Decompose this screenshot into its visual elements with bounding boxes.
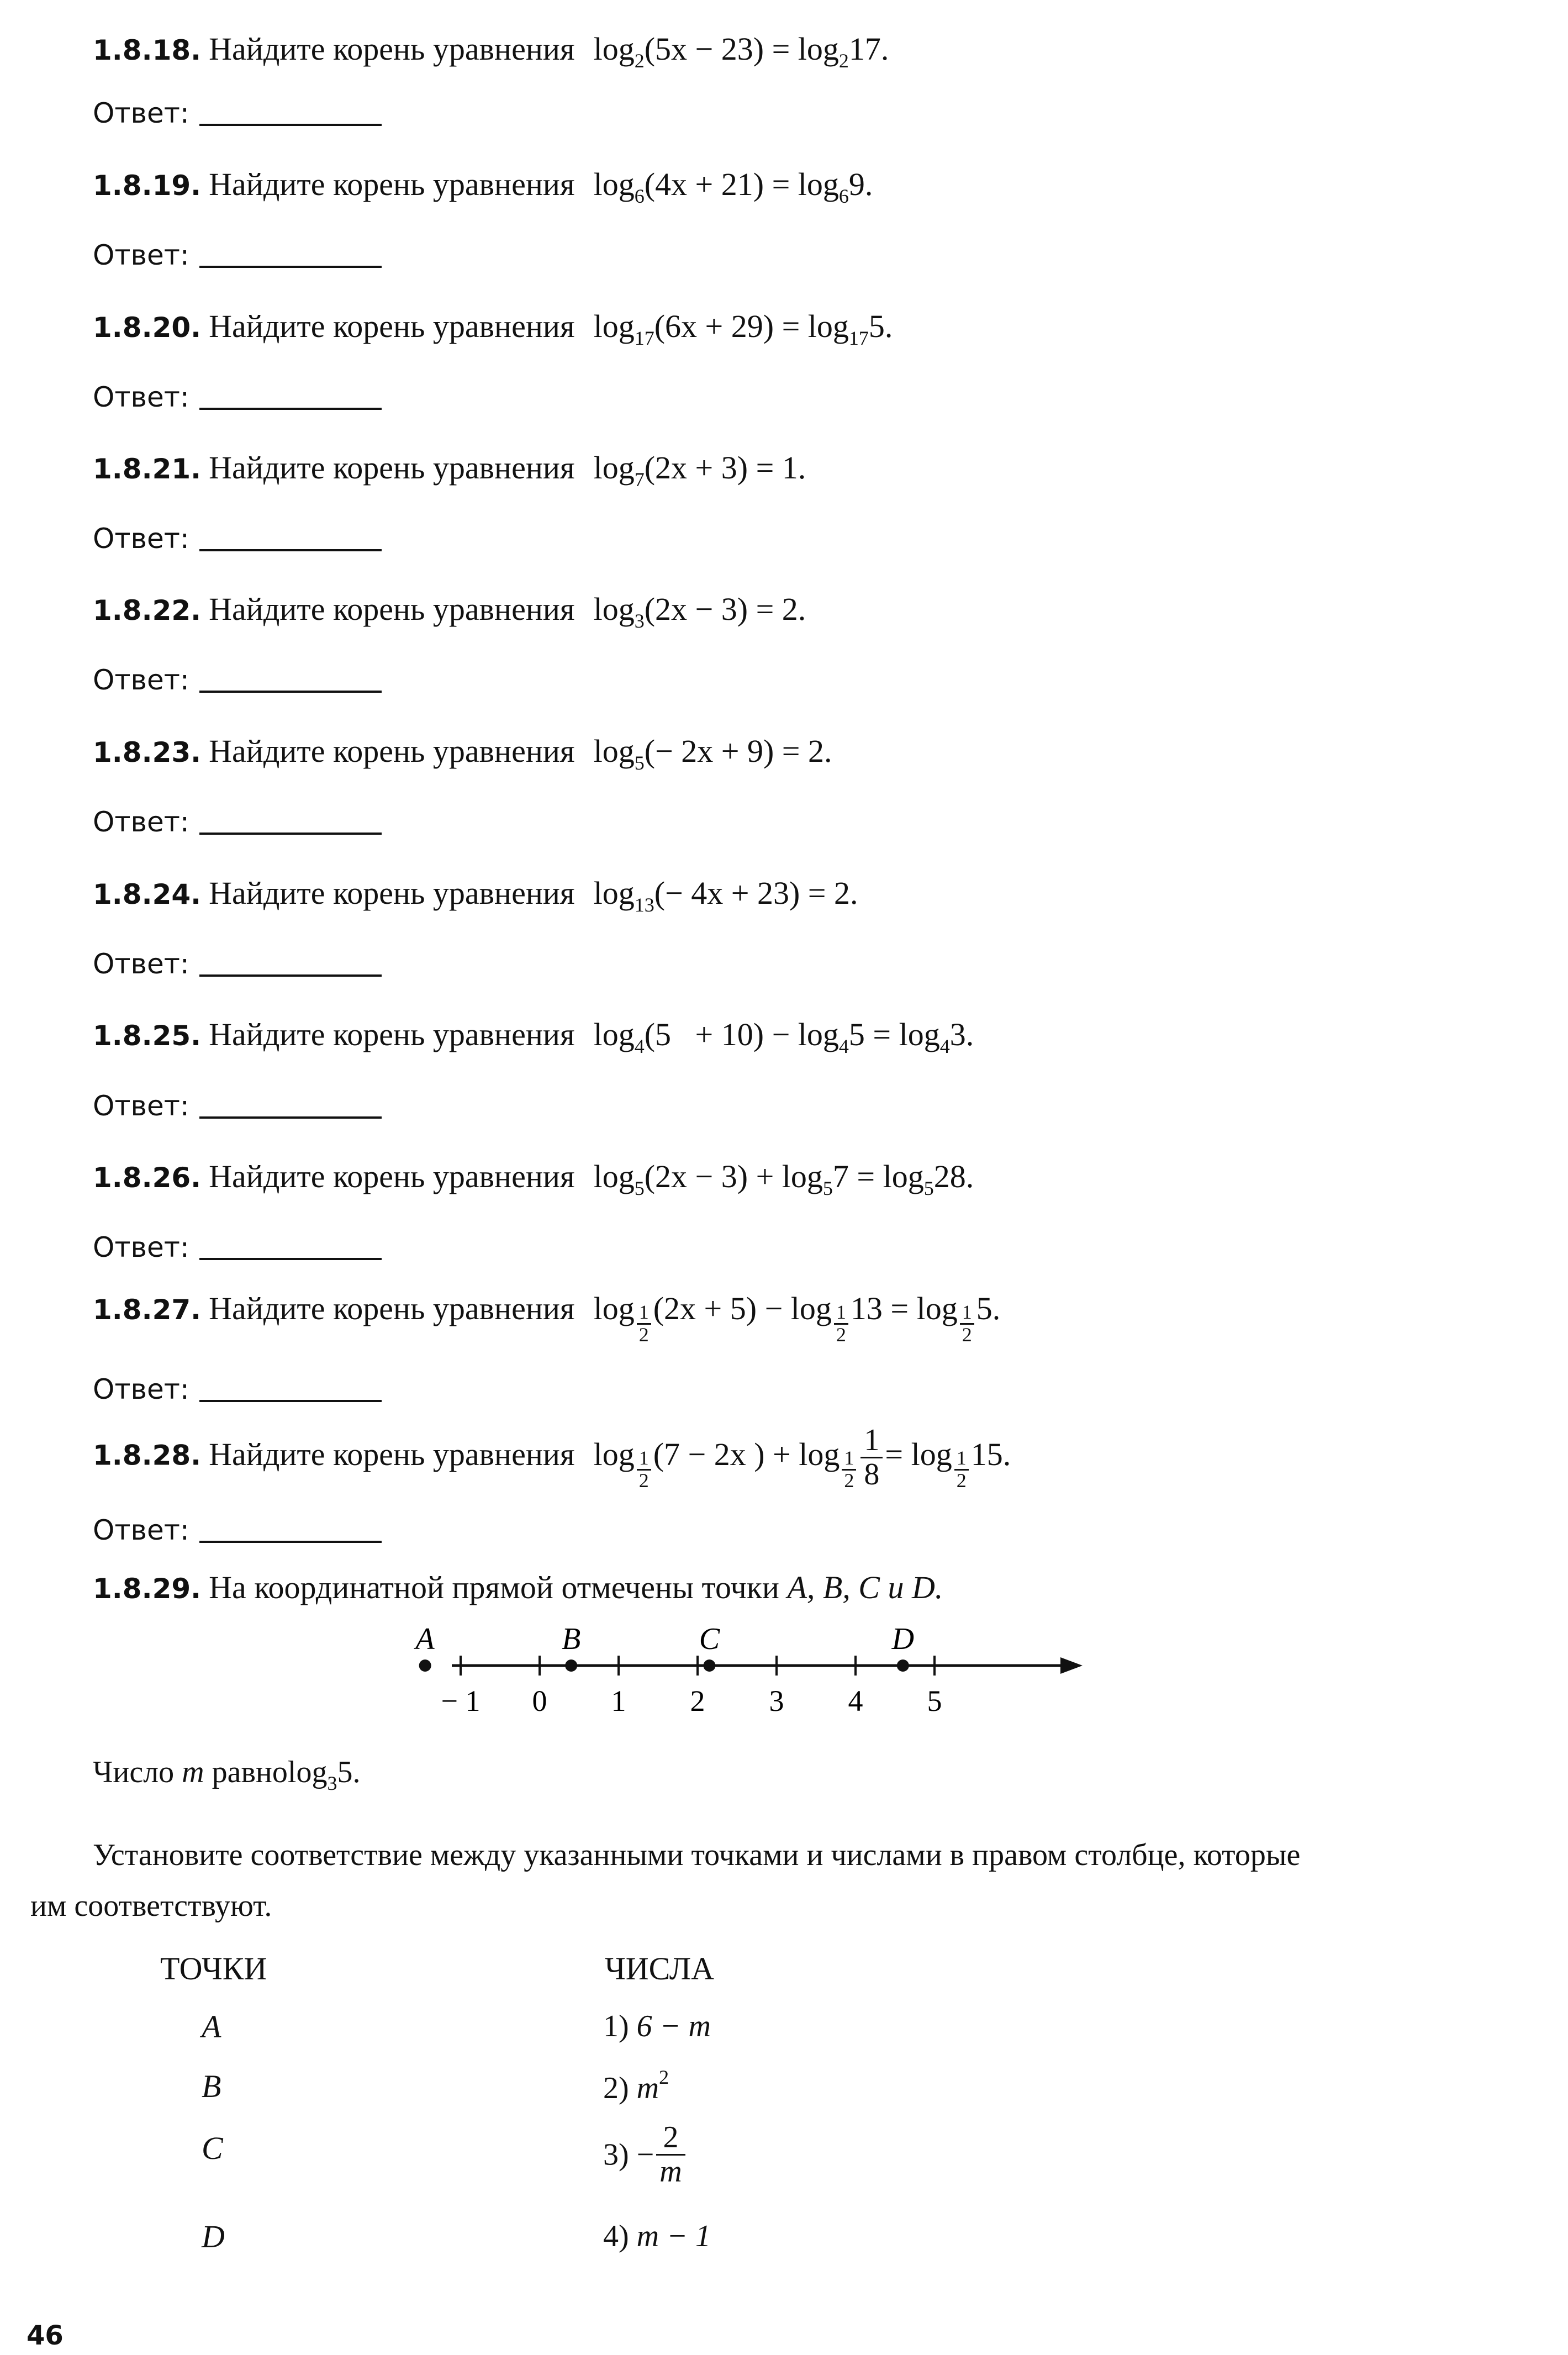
problem-number: 1.8.26.	[93, 1162, 202, 1194]
problem-question: Найдите корень уравнения	[209, 450, 575, 486]
equation: $\log_3(2x - 3) = 2$.	[593, 591, 806, 632]
problem-number: 1.8.28.	[93, 1439, 202, 1472]
equation: $\log_6(4x + 21) = \log_69$.	[593, 166, 873, 207]
equation: $\log_{13}(- 4x + 23) = 2$.	[593, 875, 858, 916]
axis-arrow-icon	[1060, 1657, 1083, 1674]
answer-line	[199, 1116, 382, 1119]
answer-line	[199, 832, 382, 835]
problem-question: Найдите корень уравнения	[209, 308, 575, 344]
problem-number: 1.8.25.	[93, 1020, 202, 1052]
problem-1-8-27	[93, 1290, 1001, 1346]
answer-field-1-8-21: Ответ:	[93, 525, 382, 552]
point-label-d: D	[891, 1622, 915, 1656]
problem-1-8-25	[93, 1016, 974, 1057]
point-marker-a	[419, 1659, 431, 1672]
answer-line	[199, 265, 382, 268]
answer-field-1-8-27: Ответ:	[93, 1376, 382, 1403]
problem-number: 1.8.19.	[93, 170, 202, 202]
problem-1-8-18	[93, 31, 889, 72]
option-2: 2) $m^2$	[603, 2066, 669, 2105]
point-label-c: C	[202, 2130, 223, 2166]
problem-number: 1.8.23.	[93, 736, 202, 768]
problem-question: Найдите корень уравнения	[209, 1158, 575, 1194]
answer-line	[199, 1257, 382, 1260]
point-marker-b	[565, 1659, 577, 1672]
equation: $\log_5(- 2x + 9) = 2$.	[593, 733, 832, 774]
problem-1-8-21	[93, 450, 806, 491]
point-label-b: B	[202, 2068, 221, 2104]
option-3: 3) − $\frac{2}{m}$	[603, 2121, 688, 2188]
m-definition: Число m равноlog$_3$5.	[93, 1755, 361, 1794]
problem-question: Найдите корень уравнения	[209, 875, 575, 911]
option-1: 1) 6 − m	[603, 2009, 711, 2043]
answer-line	[199, 549, 382, 551]
answer-line	[199, 123, 382, 126]
problem-text: На координатной прямой отмечены точки	[209, 1569, 779, 1605]
point-marker-d	[897, 1659, 909, 1672]
equation: $\log_5(2x - 3) + \log_57 = \log_528$.	[593, 1158, 974, 1199]
answer-line	[199, 1399, 382, 1402]
answer-field-1-8-22: Ответ:	[93, 666, 382, 694]
problem-question: Найдите корень уравнения	[209, 1290, 575, 1326]
problem-1-8-20	[93, 308, 893, 349]
number-line	[415, 1613, 1105, 1724]
tick-label: 5	[927, 1684, 942, 1717]
tick-label: 1	[611, 1684, 626, 1717]
problem-1-8-29	[93, 1569, 943, 1605]
problem-1-8-22	[93, 591, 806, 632]
problem-number: 1.8.18.	[93, 34, 202, 66]
problem-question: Найдите корень уравнения	[209, 31, 575, 67]
column-header-points: ТОЧКИ	[160, 1951, 267, 1987]
problem-1-8-23	[93, 733, 832, 774]
problem-number: 1.8.20.	[93, 312, 202, 344]
answer-field-1-8-23: Ответ:	[93, 808, 382, 836]
problem-1-8-26	[93, 1158, 974, 1199]
option-4: 4) m − 1	[603, 2219, 711, 2253]
equation: log $\frac{1}{2}$ (2x + 5) − log $\frac{1}{2}$ 13 = log $\frac{1}{2}$ 5.	[593, 1290, 1001, 1346]
point-label-a: A	[415, 1622, 435, 1656]
point-marker-c	[703, 1659, 715, 1672]
answer-field-1-8-19: Ответ:	[93, 241, 382, 269]
problem-number: 1.8.21.	[93, 453, 202, 485]
tick-label: 4	[848, 1684, 863, 1717]
problem-question: Найдите корень уравнения	[209, 1436, 575, 1472]
problem-1-8-19	[93, 166, 873, 207]
answer-field-1-8-20: Ответ:	[93, 383, 382, 411]
answer-field-1-8-26: Ответ:	[93, 1234, 382, 1261]
problem-number: 1.8.22.	[93, 594, 202, 626]
column-header-numbers: ЧИСЛА	[605, 1951, 715, 1987]
instruction-line-2: им соответствуют.	[30, 1889, 272, 1923]
problem-number: 1.8.27.	[93, 1294, 202, 1326]
problem-question: Найдите корень уравнения	[209, 591, 575, 627]
instruction-line-1: Установите соответствие между указанными точками и числами в правом столбце, которые	[93, 1838, 1301, 1872]
problem-number: 1.8.24.	[93, 878, 202, 910]
point-label-d: D	[202, 2219, 225, 2254]
answer-line	[199, 690, 382, 693]
problem-1-8-28	[93, 1424, 1011, 1491]
point-label-a: A	[202, 2009, 221, 2045]
point-label-b: B	[562, 1622, 581, 1656]
tick-label: 2	[690, 1684, 705, 1717]
equation: log $\frac{1}{2}$ (7 − 2x ) + log $\frac{1}{2}$ $\frac{1}{8}$ = log $\frac{1}{2}$ 15.	[593, 1423, 1011, 1492]
answer-line	[199, 407, 382, 410]
equation: $\log_2(5x - 23) = \log_217$.	[593, 31, 889, 72]
answer-line	[199, 974, 382, 977]
page-number: 46	[27, 2320, 64, 2351]
answer-field-1-8-18: Ответ:	[93, 99, 382, 127]
answer-field-1-8-24: Ответ:	[93, 950, 382, 978]
problem-question: Найдите корень уравнения	[209, 166, 575, 202]
points-list: A, B, C и D.	[787, 1569, 943, 1605]
tick-label: 0	[532, 1684, 547, 1717]
answer-field-1-8-25: Ответ:	[93, 1092, 382, 1120]
tick-label: − 1	[441, 1684, 481, 1717]
equation: $\log_7(2x + 3) = 1$.	[593, 450, 806, 491]
equation: $\log_{17}(6x + 29) = \log_{17}5$.	[593, 308, 893, 349]
problem-question: Найдите корень уравнения	[209, 1016, 575, 1052]
equation: $\log_4(5 + 10) - \log_45 = \log_43$.	[593, 1016, 974, 1057]
problem-question: Найдите корень уравнения	[209, 733, 575, 769]
tick-label: 3	[769, 1684, 784, 1717]
point-label-c: C	[699, 1622, 720, 1656]
problem-number: 1.8.29.	[93, 1573, 202, 1605]
answer-line	[199, 1540, 382, 1543]
answer-field-1-8-28: Ответ:	[93, 1516, 382, 1544]
problem-1-8-24	[93, 875, 858, 916]
